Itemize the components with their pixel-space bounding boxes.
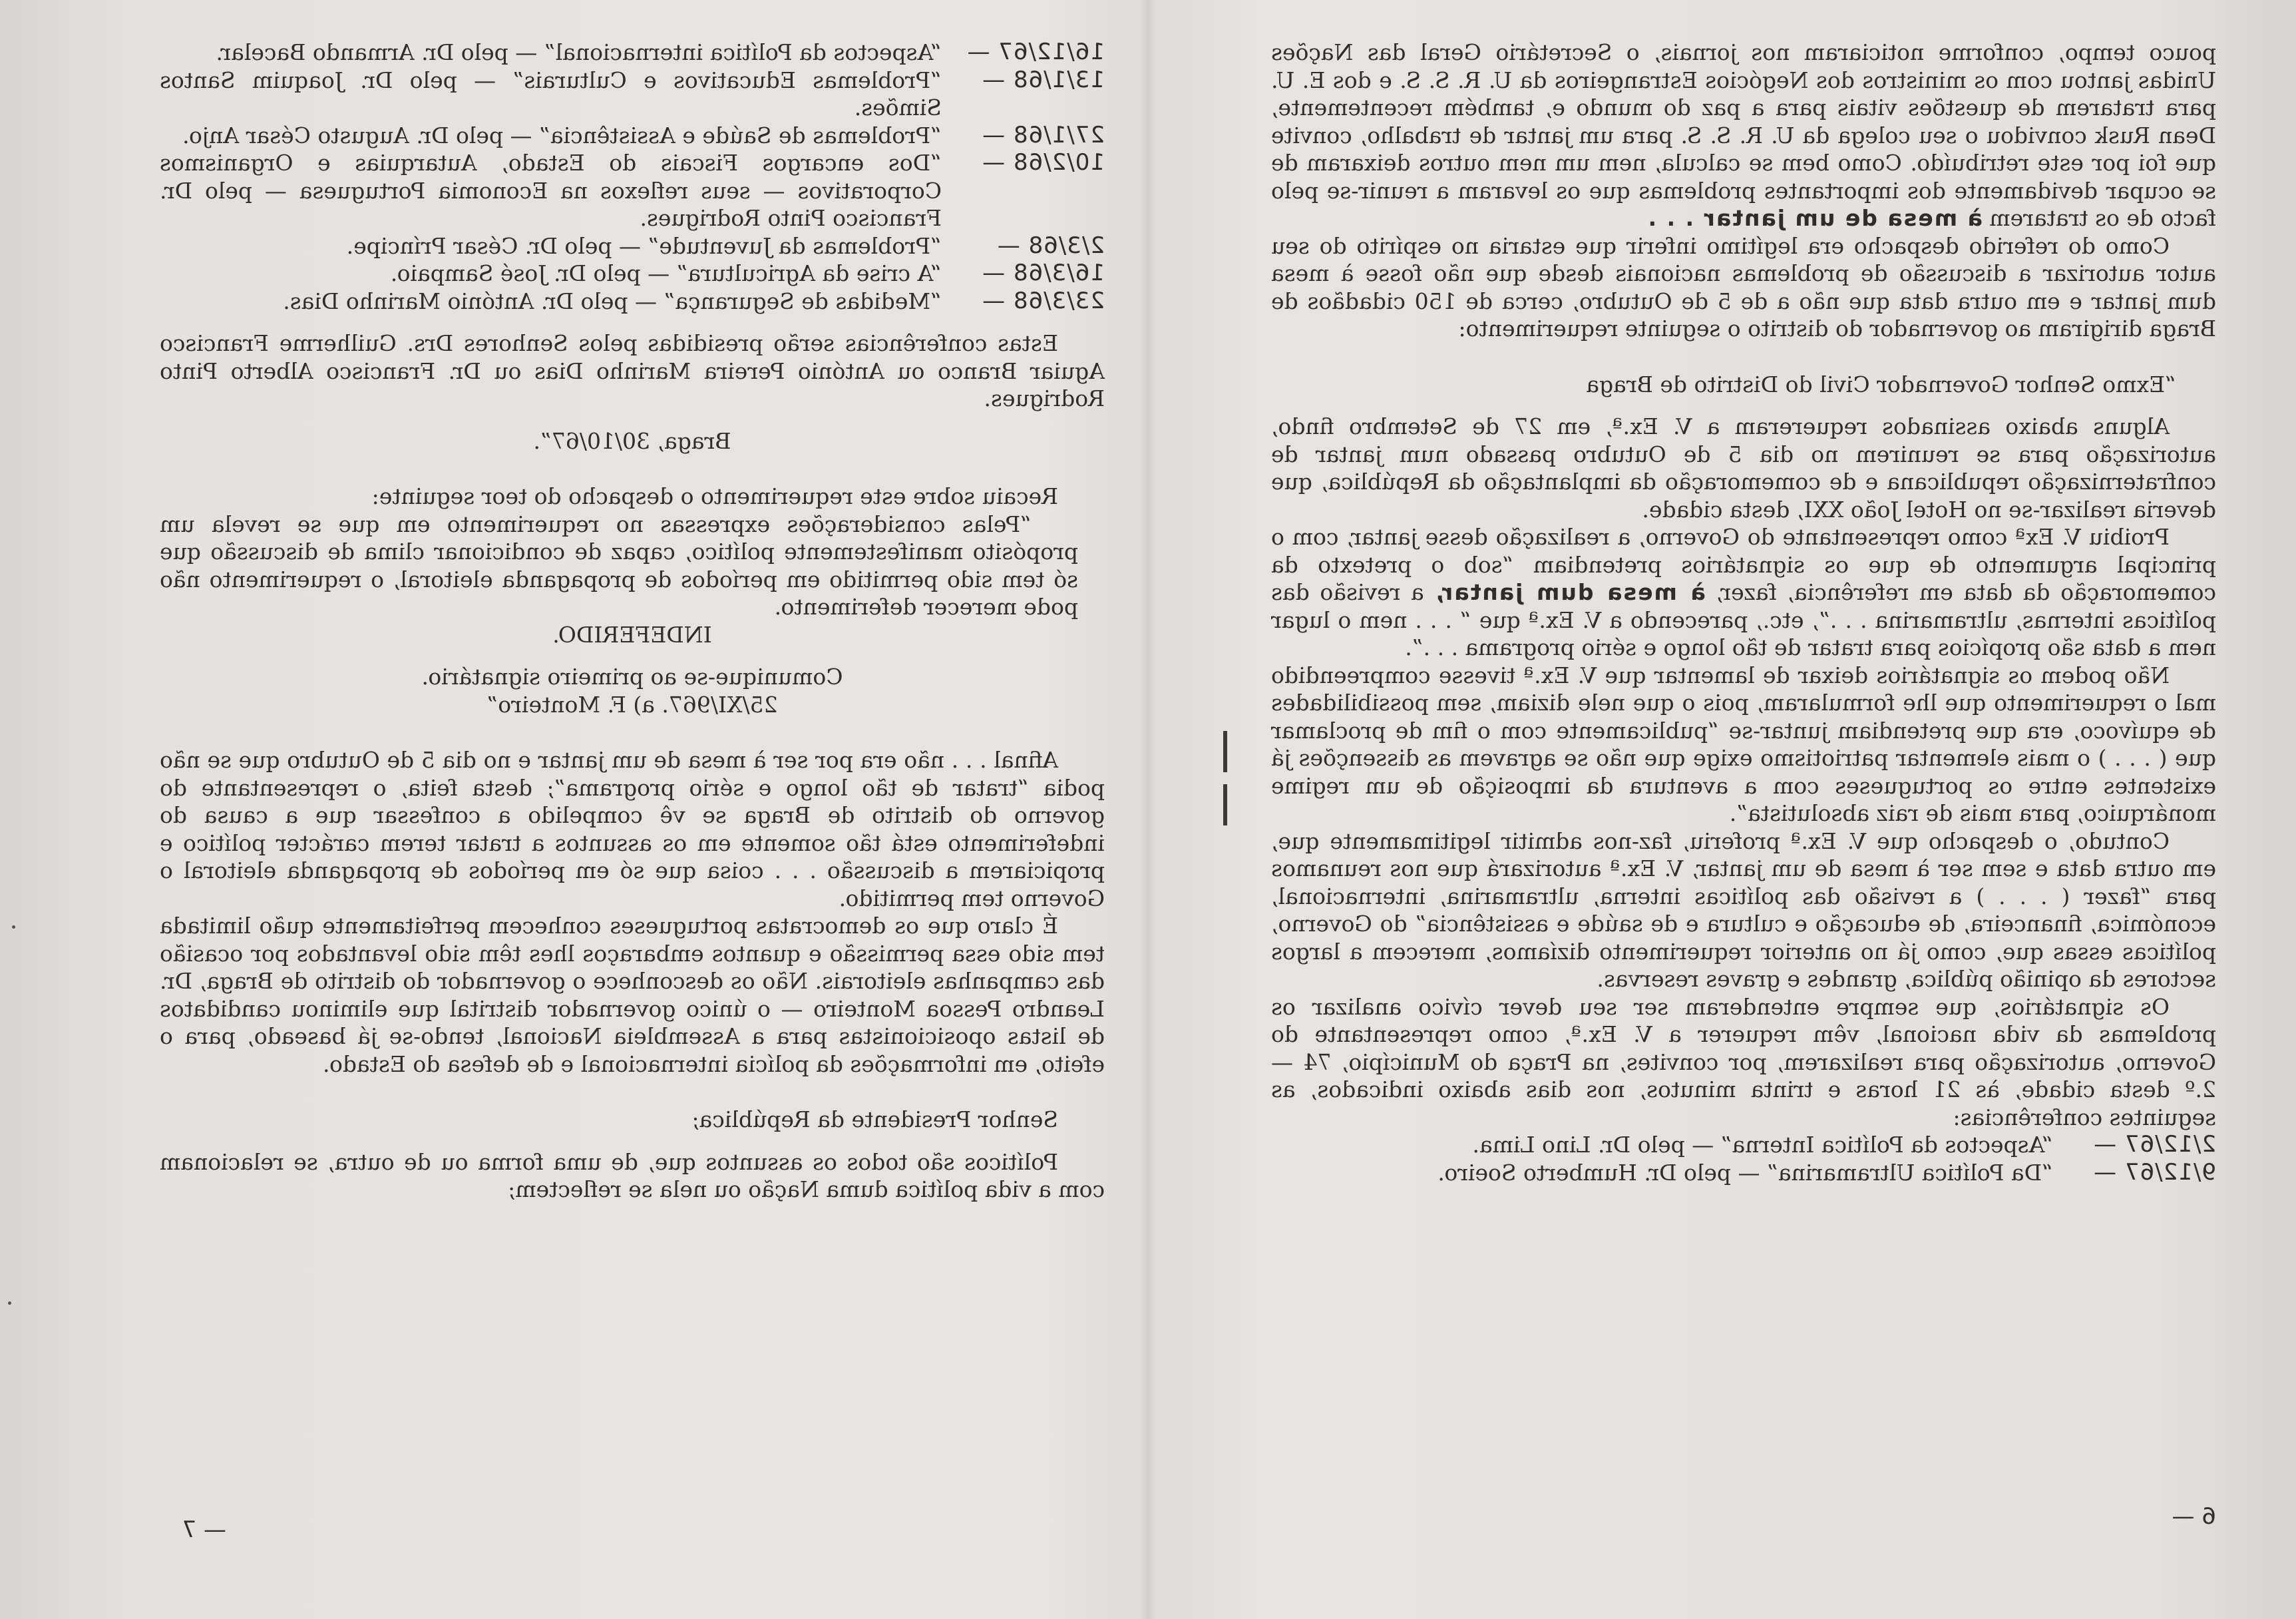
margin-mark bbox=[1223, 731, 1227, 772]
paragraph: Como do referido despacho era legítimo inferir que estaria no espírito do seu autor autorizar a discussão de problemas nacionais desde que não fosse à mesa dum jantar e em outra data que não a de 5 de Outubro, cerca de 150 cidadãos de Braga dirigiram ao governador do distrito o seguinte requerimento: bbox=[1271, 232, 2216, 342]
page-number: 6 — bbox=[2172, 1503, 2216, 1530]
lecture-title: “Medidas de Segurança” — pelo Dr. António Marinho Dias. bbox=[283, 288, 942, 314]
paragraph: Não podem os signatários deixar de lamentar que V. Ex.ª tivesse compreendido mal o requerimento que lhe formularam, pois o que nele diziam, sem possibilidades de equívoco, era que pretendiam juntar-se “publicamente com o fim de proclamar que ( . . . ) o mais elementar patriotismo exige que não se agravem as dissenções já existentes entre os portugueses com a aventura da imposição de um regime monárquico, para mais de raiz absolutista”. bbox=[1271, 662, 2216, 826]
lecture-title: “Problemas de Saúde e Assistência” — pelo Dr. Augusto César Anjo. bbox=[182, 122, 942, 148]
lecture-date: 16/3/68 — bbox=[982, 260, 1105, 286]
lecture-entry bbox=[160, 260, 1105, 288]
paragraph: pouco tempo, conforme noticiaram nos jornais, o Secretário Geral das Nações Unidas jantou com os ministros dos Negócios Estrangeiros da U. R. S. S. e dos E. U. para tratarem de questões vitais para a paz do mundo e, também recentemente, Dean Rusk convidou o seu colega da U. R. S. S. para um jantar de trabalho, convite que foi por este retribuído. Como bem se calcula, nem um nem outros deixaram de se ocupar devidamente dos importantes problemas que os levaram a reunir-se pelo facto de os tratarem à mesa de um jantar . . . bbox=[1271, 39, 2216, 231]
lecture-date: 27/1/68 — bbox=[982, 121, 1105, 148]
lecture-title: “Problemas da Juventude” — pelo Dr. César Príncipe. bbox=[346, 232, 942, 259]
lecture-entry bbox=[160, 67, 1105, 122]
lecture-entry bbox=[160, 122, 1105, 150]
lecture-entry bbox=[1271, 1131, 2216, 1159]
page-7-column bbox=[160, 39, 1105, 1204]
lecture-title: “Da Política Ultramarina” — pelo Dr. Humberto Soeiro. bbox=[1437, 1159, 2053, 1186]
speck bbox=[8, 1301, 11, 1305]
paragraph: Alguns abaixo assinados requereram a V. Ex.ª, em 27 de Setembro findo, autorização para se reunirem no dia 5 de Outubro passado num jantar de confraternização republicana e de comemoração da implantação da República, que deveria realizar-se no Hotel João XXI, desta cidade. bbox=[1271, 413, 2216, 523]
lecture-title: “A crise da Agricultura” — pelo Dr. José Sampaio. bbox=[390, 260, 942, 286]
lecture-title: “Dos encargos Fiscais do Estado, Autarquias e Organismos Corporativos — seus reflexos na Economia Portuguesa — pelo Dr. Francisco Pinto Rodrigues. bbox=[160, 150, 942, 231]
verdict: INDEFERIDO. bbox=[552, 621, 712, 648]
paragraph: Os signatários, que sempre entenderam ser seu dever cívico analizar os problemas da vida nacional, vêm requerer a V. Ex.ª, como representante do Governo, autorização para realizarem, por convites, na Praça do Município, 74 — 2.º desta cidade, às 21 horas e trinta minutos, nos dias abaixo indicados, as seguintes conferências: bbox=[1271, 993, 2216, 1130]
lecture-entry bbox=[160, 288, 1105, 316]
lecture-date: 9/12/67 — bbox=[2093, 1158, 2216, 1186]
margin-mark bbox=[1223, 784, 1227, 825]
lecture-entry bbox=[160, 39, 1105, 67]
bold-phrase: à mesa dum jantar, bbox=[1434, 579, 1706, 605]
signature: 25/XI/967. a) F. Monteiro” bbox=[486, 691, 778, 718]
paragraph: Proibiu V. Exª como representante do Governo, a realização desse jantar, com o principal argumento de que os signatários pretendiam “sob o pretexto da comemoração da data em referência, fazer, à mesa dum jantar, a revisão das políticas internas, ultramarina . . .”, etc., parecendo a V. Ex.ª que “ . . . nem o lugar nem a data são propícios para tratar de tão longo e sério programa . . .”. bbox=[1271, 524, 2216, 660]
lecture-date: 16/12/67 — bbox=[966, 39, 1105, 65]
page-6-column bbox=[1271, 39, 2216, 1186]
paragraph: Afinal . . . não era por ser à mesa de um jantar e no dia 5 de Outubro que se não podia “tratar de tão longo e sério programa”; desta feita, o representante do governo do distrito de Braga se vê compelido a confessar que a causa do indeferimento está tão somente em os assuntos a tratar terem carácter político e propiciarem a discussão . . . coisa que só em períodos de propaganda eleitoral o Governo tem permitido. bbox=[160, 747, 1105, 911]
lecture-date: 23/3/68 — bbox=[982, 287, 1105, 314]
page-number: — 7 bbox=[182, 1516, 226, 1543]
lecture-title: “Aspectos da Política internacional” — pelo Dr. Armando Bacelar. bbox=[216, 39, 942, 65]
paragraph: Políticos são todos os assuntos que, de uma forma ou de outra, se relacionam com a vida política duma Nação ou nela se reflectem; bbox=[160, 1148, 1105, 1202]
speck bbox=[12, 925, 15, 929]
lecture-date: 2/3/68 — bbox=[996, 232, 1105, 259]
paragraph: Recaiu sobre este requerimento o despacho do teor seguinte: bbox=[371, 483, 1058, 509]
lecture-date: 2/12/67 — bbox=[2093, 1131, 2216, 1158]
despacho-text: “Pelas considerações expressas no requerimento em que se revela um propósito manifestemente político, capaz de condicionar clima de discussão que só tem sido permitido em períodos de propaganda eleitoral, o requerimento não pode merecer deferimento. bbox=[160, 511, 1078, 620]
communicate-line: Comunique-se ao primeiro signatário. bbox=[421, 664, 843, 690]
bold-phrase: à mesa de um jantar . . . bbox=[1646, 205, 1983, 231]
paragraph: É claro que os democratas portugueses conhecem perfeitamente quão limitada tem sido essa permissão e quantos embaraços lhes têm sido levantados por ocasião das campanhas eleitorais. Não os desconhece o governador do distrito de Braga, Dr. Leandro Pessoa Monteiro — o único governador distrital que eliminou candidatos de listas oposicionistas para a Assembleia Nacional, tendo-se já baseado, para o efeito, em informações da polícia internacional e de defesa do Estado. bbox=[160, 913, 1105, 1077]
lecture-entry bbox=[160, 149, 1105, 232]
lecture-date: 13/1/68 — bbox=[982, 66, 1105, 93]
paragraph: Contudo, o despacho que V. Ex.ª proferiu, faz-nos admitir legitimamente que, em outra data e sem ser à mesa de um jantar, V. Ex.ª autorizará que nos reunamos para “fazer ( . . . ) a revisão das políticas interna, ultramarina, internacional, económica, financeira, de educação e cultura e de saúde e assistência” do Governo, políticas essas que, como já no anterior requerimento dizíamos, merecem a largos sectores da opinião pública, grandes e graves reservas. bbox=[1271, 827, 2216, 992]
lecture-date: 10/2/68 — bbox=[982, 149, 1105, 176]
lecture-title: “Aspectos da Política Interna” — pelo Dr. Lino Lima. bbox=[1472, 1132, 2053, 1158]
lecture-title: “Problemas Educativos e Culturais” — pelo Dr. Joaquim Santos Simões. bbox=[160, 67, 942, 120]
lecture-entry bbox=[160, 232, 1105, 260]
signoff: Braga, 30/10/67”. bbox=[533, 427, 731, 454]
salutation: Senhor Presidente da República; bbox=[691, 1106, 1058, 1132]
lecture-entry bbox=[1271, 1159, 2216, 1187]
petition-heading: “Exmo Senhor Governador Civil do Distrito de Braga bbox=[1586, 371, 2176, 397]
paragraph: Estas conferências serão presididas pelos Senhores Drs. Guilherme Francisco Aguiar Branco ou António Pereira Marinho Dias ou Dr. Francisco Alberto Pinto Rodrigues. bbox=[160, 330, 1105, 411]
